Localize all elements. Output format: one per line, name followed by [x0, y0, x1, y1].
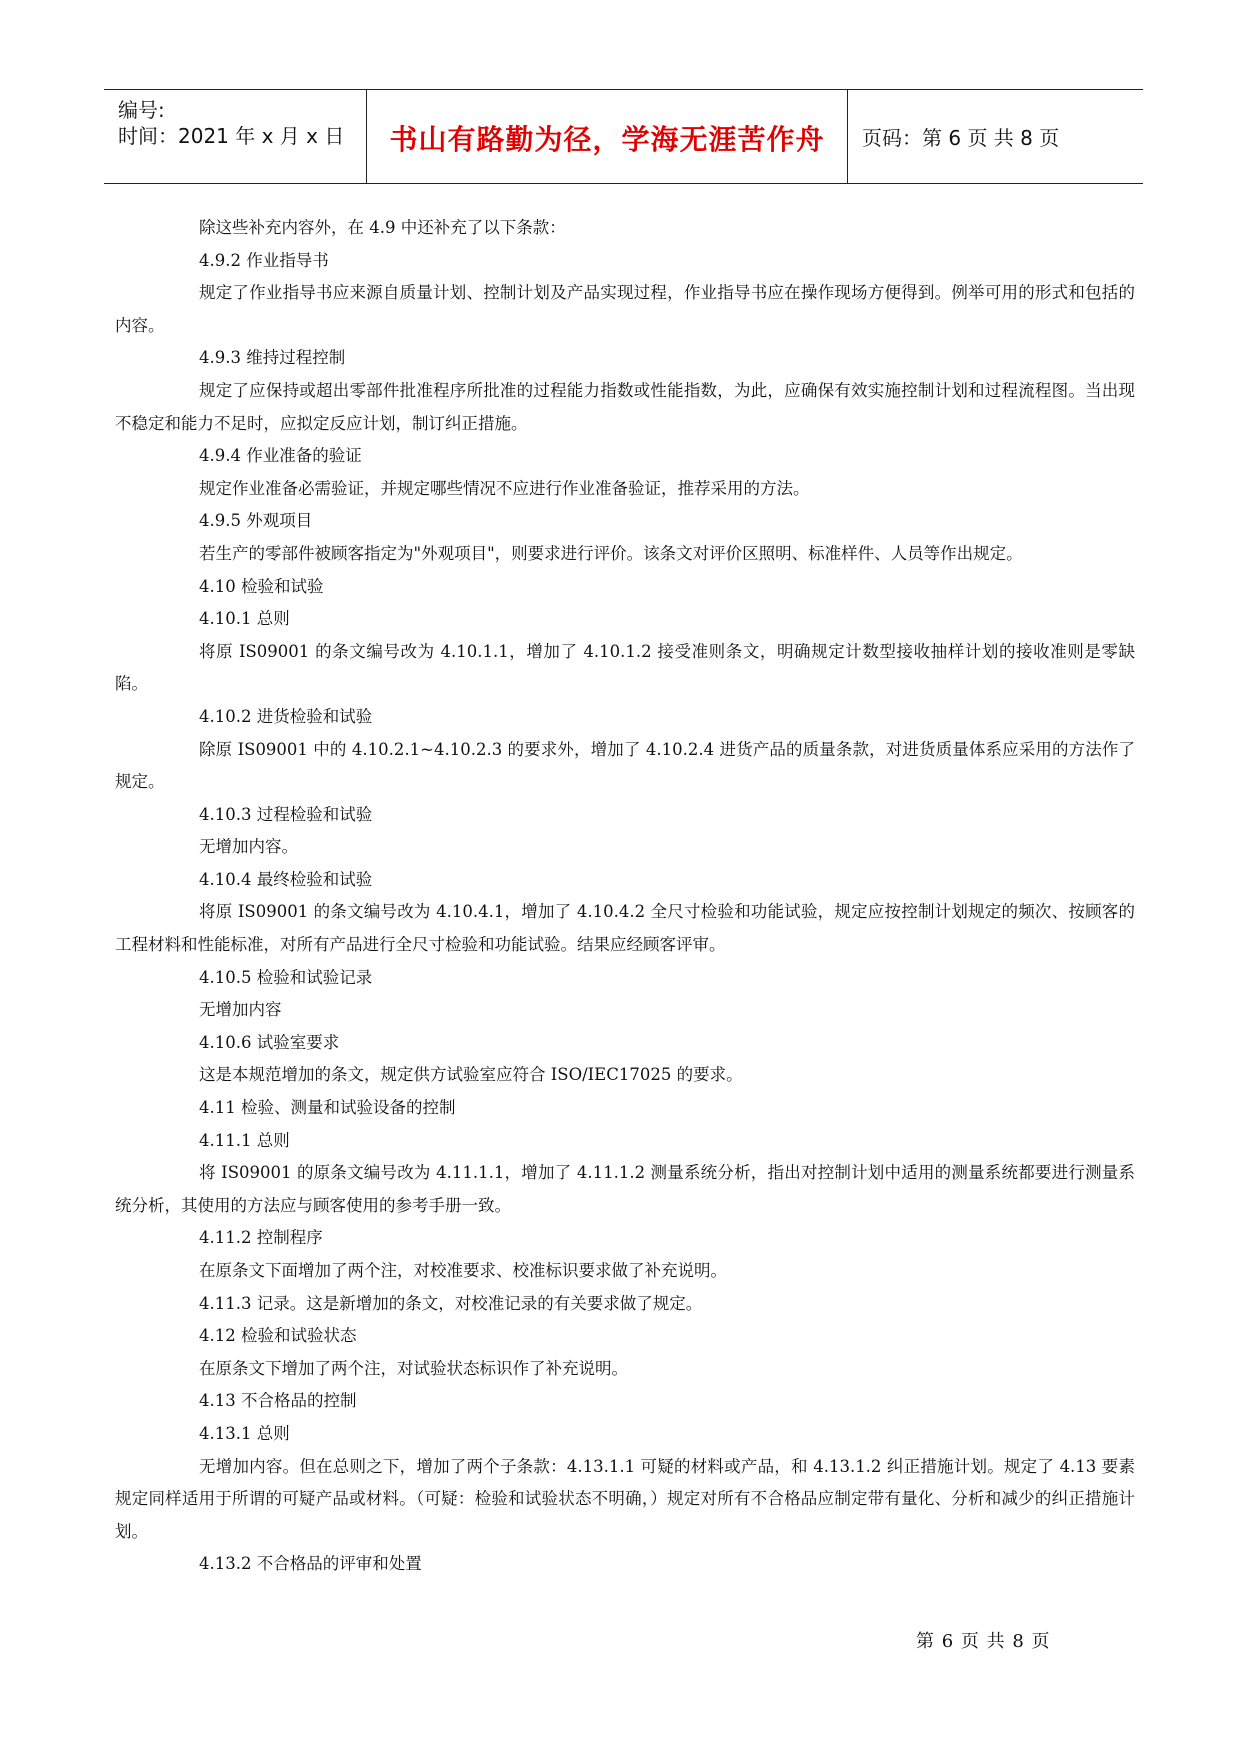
header-motto-cell — [366, 90, 848, 183]
page-footer: 第 6 页 共 8 页 — [916, 1631, 1051, 1652]
paragraph: 4.13.1 总则 — [199, 1423, 290, 1443]
paragraph: 4.9.2 作业指导书 — [199, 250, 329, 270]
paragraph: 在原条文下增加了两个注，对试验状态标识作了补充说明。 — [199, 1358, 628, 1378]
header-page-number: 页码：第 6 页 共 8 页 — [862, 126, 1060, 150]
paragraph: 4.10.3 过程检验和试验 — [199, 804, 373, 824]
header-page-cell — [848, 90, 1143, 183]
paragraph: 4.13.2 不合格品的评审和处置 — [199, 1554, 422, 1574]
paragraph: 4.10.4 最终检验和试验 — [199, 869, 373, 889]
paragraph: 4.10 检验和试验 — [199, 576, 324, 596]
paragraph: 规定作业准备必需验证，并规定哪些情况不应进行作业准备验证，推荐采用的方法。 — [199, 478, 810, 498]
header-motto: 书山有路勤为径，学海无涯苦作舟 — [389, 123, 825, 156]
paragraph: 4.10.5 检验和试验记录 — [199, 967, 373, 987]
document-time-label: 时间：2021 年 x 月 x 日 — [118, 124, 345, 148]
paragraph: 在原条文下面增加了两个注，对校准要求、校准标识要求做了补充说明。 — [199, 1261, 727, 1280]
paragraph: 将原 IS09001 的条文编号改为 4.10.4.1，增加了 4.10.4.2 全尺寸检验和功能试验，规定应按控制计划规定的频次、按顾客的工程材料和性能标准，对所有产品进行全尺寸检验和功能试验。结果应经顾客评审。 — [115, 902, 1135, 955]
paragraph: 将原 IS09001 的条文编号改为 4.10.1.1，增加了 4.10.1.2 接受准则条文，明确规定计数型接收抽样计划的接收准则是零缺陷。 — [115, 641, 1135, 694]
paragraph: 无增加内容 — [199, 1000, 282, 1020]
paragraph: 无增加内容。 — [199, 837, 298, 857]
paragraph: 规定了应保持或超出零部件批准程序所批准的过程能力指数或性能指数，为此，应确保有效实施控制计划和过程流程图。当出现不稳定和能力不足时，应拟定反应计划，制订纠正措施。 — [115, 380, 1135, 433]
paragraph: 除原 IS09001 中的 4.10.2.1~4.10.2.3 的要求外，增加了 4.10.2.4 进货产品的质量条款，对进货质量体系应采用的方法作了规定。 — [115, 739, 1135, 792]
paragraph: 这是本规范增加的条文，规定供方试验室应符合 ISO/IEC17025 的要求。 — [199, 1065, 743, 1085]
paragraph: 4.9.4 作业准备的验证 — [199, 446, 362, 466]
paragraph: 无增加内容。但在总则之下，增加了两个子条款：4.13.1.1 可疑的材料或产品，和 4.13.1.2 纠正措施计划。规定了 4.13 要素规定同样适用于所谓的可疑产品或材料。（可疑：检验和试验状态不明确，）规定对所有不合格品应制定带有量化、分析和减少的纠正措施计划。 — [115, 1456, 1135, 1541]
paragraph: 除这些补充内容外，在 4.9 中还补充了以下条款： — [199, 218, 566, 237]
paragraph: 4.12 检验和试验状态 — [199, 1326, 357, 1346]
paragraph: 4.9.3 维持过程控制 — [199, 348, 346, 368]
paragraph: 规定了作业指导书应来源自质量计划、控制计划及产品实现过程，作业指导书应在操作现场方便得到。例举可用的形式和包括的内容。 — [115, 283, 1135, 335]
page-header — [104, 89, 1143, 184]
paragraph: 4.10.1 总则 — [199, 609, 290, 629]
header-info-cell — [104, 90, 366, 183]
paragraph: 4.11.1 总则 — [199, 1130, 290, 1150]
document-body — [115, 212, 1135, 1581]
paragraph: 若生产的零部件被顾客指定为"外观项目"，则要求进行评价。该条文对评价区照明、标准样件、人员等作出规定。 — [199, 543, 1023, 563]
paragraph: 4.11.2 控制程序 — [199, 1228, 323, 1248]
paragraph: 4.11.3 记录。这是新增加的条文，对校准记录的有关要求做了规定。 — [199, 1293, 703, 1313]
paragraph: 4.10.6 试验室要求 — [199, 1032, 340, 1052]
paragraph: 4.10.2 进货检验和试验 — [199, 706, 373, 726]
paragraph: 4.9.5 外观项目 — [199, 511, 313, 531]
paragraph: 将 IS09001 的原条文编号改为 4.11.1.1，增加了 4.11.1.2 测量系统分析，指出对控制计划中适用的测量系统都要进行测量系统分析，其使用的方法应与顾客使用的参考手册一致。 — [115, 1163, 1135, 1215]
paragraph: 4.13 不合格品的控制 — [199, 1391, 357, 1411]
paragraph: 4.11 检验、测量和试验设备的控制 — [199, 1098, 456, 1118]
document-number-label: 编号: — [118, 98, 165, 122]
